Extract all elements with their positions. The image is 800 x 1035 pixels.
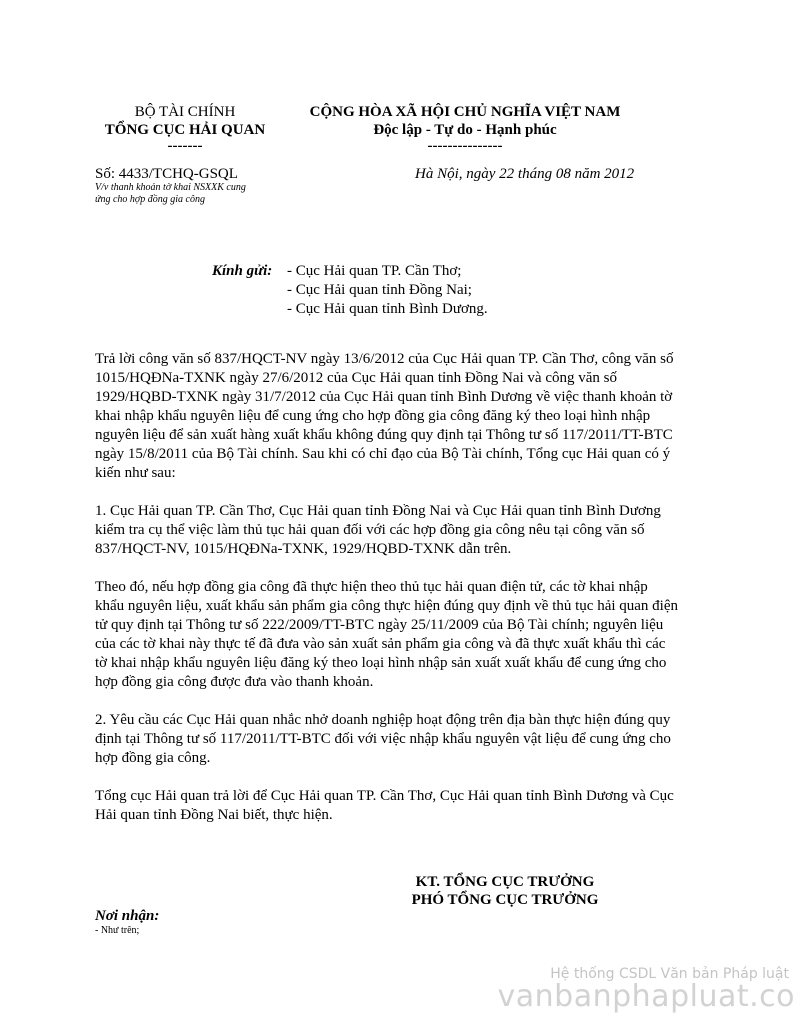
text-line: 837/HQCT-NV, 1015/HQĐNa-TXNK, 1929/HQBD-TXNK dẫn trên.	[95, 541, 512, 557]
paragraph-item-1	[95, 502, 705, 559]
department-separator: -------	[167, 138, 203, 154]
text-line: 1929/HQBD-TXNK ngày 31/7/2012 của Cục Hải quan tỉnh Bình Dương về việc thanh khoản tờ	[95, 389, 673, 405]
text-line: kiểm tra cụ thể việc làm thủ tục hải quan đối với các hợp đồng gia công nêu tại công văn số	[95, 522, 645, 538]
text-line: khai nhập khẩu nguyên liệu để cung ứng cho hợp đồng gia công đăng ký theo loại hình nhập	[95, 408, 651, 424]
text-line: nguyên liệu để sản xuất hàng xuất khẩu không đúng quy định tại Thông tư số 117/2011/TT-BTC	[95, 427, 673, 443]
text-line: tờ khai nhập khẩu nguyên liệu đăng ký theo loại hình nhập sản xuất xuất khẩu để cung ứng cho	[95, 655, 667, 671]
text-line: tử quy định tại Thông tư số 222/2009/TT-BTC ngày 25/11/2009 của Bộ Tài chính; nguyên liệu	[95, 617, 664, 633]
text-line: kiến như sau:	[95, 465, 176, 481]
receivers-item: - Như trên;	[95, 925, 140, 936]
text-line: Theo đó, nếu hợp đồng gia công đã thực hiện theo thủ tục hải quan điện tử, các tờ khai nhập	[95, 579, 648, 595]
paragraph-item-2	[95, 711, 705, 768]
text-line: Tổng cục Hải quan trả lời để Cục Hải quan TP. Cần Thơ, Cục Hải quan tỉnh Bình Dương và Cục	[95, 788, 674, 804]
text-line: 1015/HQĐNa-TXNK ngày 27/6/2012 của Cục Hải quan tỉnh Đồng Nai và công văn số	[95, 370, 617, 386]
left-header	[95, 103, 275, 153]
ministry-name: BỘ TÀI CHÍNH	[134, 104, 236, 120]
receivers-label: Nơi nhận:	[95, 908, 160, 924]
recipient-item: - Cục Hải quan tỉnh Bình Dương.	[287, 301, 488, 317]
motto-separator: ---------------	[427, 138, 503, 154]
watermark-site-name: vanbanphapluat.co	[497, 979, 795, 1014]
text-line: hợp đồng gia công.	[95, 750, 211, 766]
text-line: 1. Cục Hải quan TP. Cần Thơ, Cục Hải quan tỉnh Đồng Nai và Cục Hải quan tỉnh Bình Dương	[95, 503, 661, 519]
paragraph-intro	[95, 350, 705, 483]
paragraph-accordingly	[95, 578, 705, 692]
text-line: ngày 15/8/2011 của Bộ Tài chính. Sau khi có chỉ đạo của Bộ Tài chính, Tổng cục Hải quan có ý	[95, 446, 671, 462]
motto: Độc lập - Tự do - Hạnh phúc	[373, 122, 557, 138]
department-name: TỔNG CỤC HẢI QUAN	[104, 122, 266, 138]
subject-line-2: ứng cho hợp đồng gia công	[95, 194, 205, 205]
text-line: Hải quan tỉnh Đồng Nai biết, thực hiện.	[95, 807, 333, 823]
recipients-list	[287, 262, 488, 319]
watermark-caption: Hệ thống CSDL Văn bản Pháp luật	[550, 966, 789, 982]
recipient-item: - Cục Hải quan tỉnh Đồng Nai;	[287, 282, 472, 298]
recipients-label: Kính gửi:	[212, 263, 273, 279]
paragraph-closing	[95, 787, 705, 825]
text-line: của các tờ khai này thực tế đã đưa vào sản xuất sản phẩm gia công và đã thực xuất khẩu thì các	[95, 636, 666, 652]
recipient-item: - Cục Hải quan TP. Cần Thơ;	[287, 263, 462, 279]
signature-block	[390, 873, 620, 909]
right-header	[295, 103, 635, 153]
signature-title-2: PHÓ TỔNG CỤC TRƯỞNG	[411, 892, 599, 908]
text-line: Trả lời công văn số 837/HQCT-NV ngày 13/6/2012 của Cục Hải quan TP. Cần Thơ, công văn số	[95, 351, 674, 367]
text-line: khẩu nguyên liệu, xuất khẩu sản phẩm gia công thực hiện đúng quy định về thủ tục hải quan điện	[95, 598, 679, 614]
place-date: Hà Nội, ngày 22 tháng 08 năm 2012	[415, 166, 635, 182]
nation-title: CỘNG HÒA XÃ HỘI CHỦ NGHĨA VIỆT NAM	[309, 104, 621, 120]
signature-title-1: KT. TỔNG CỤC TRƯỞNG	[415, 874, 595, 890]
document-subject	[95, 182, 246, 206]
document-number: Số: 4433/TCHQ-GSQL	[95, 166, 238, 182]
text-line: định tại Thông tư số 117/2011/TT-BTC đối với việc nhập khẩu nguyên vật liệu để cung ứng cho	[95, 731, 671, 747]
subject-line-1: V/v thanh khoản tờ khai NSXXK cung	[95, 182, 246, 193]
text-line: hợp đồng gia công được đưa vào thanh khoản.	[95, 674, 374, 690]
text-line: 2. Yêu cầu các Cục Hải quan nhắc nhở doanh nghiệp hoạt động trên địa bàn thực hiện đúng quy	[95, 712, 671, 728]
